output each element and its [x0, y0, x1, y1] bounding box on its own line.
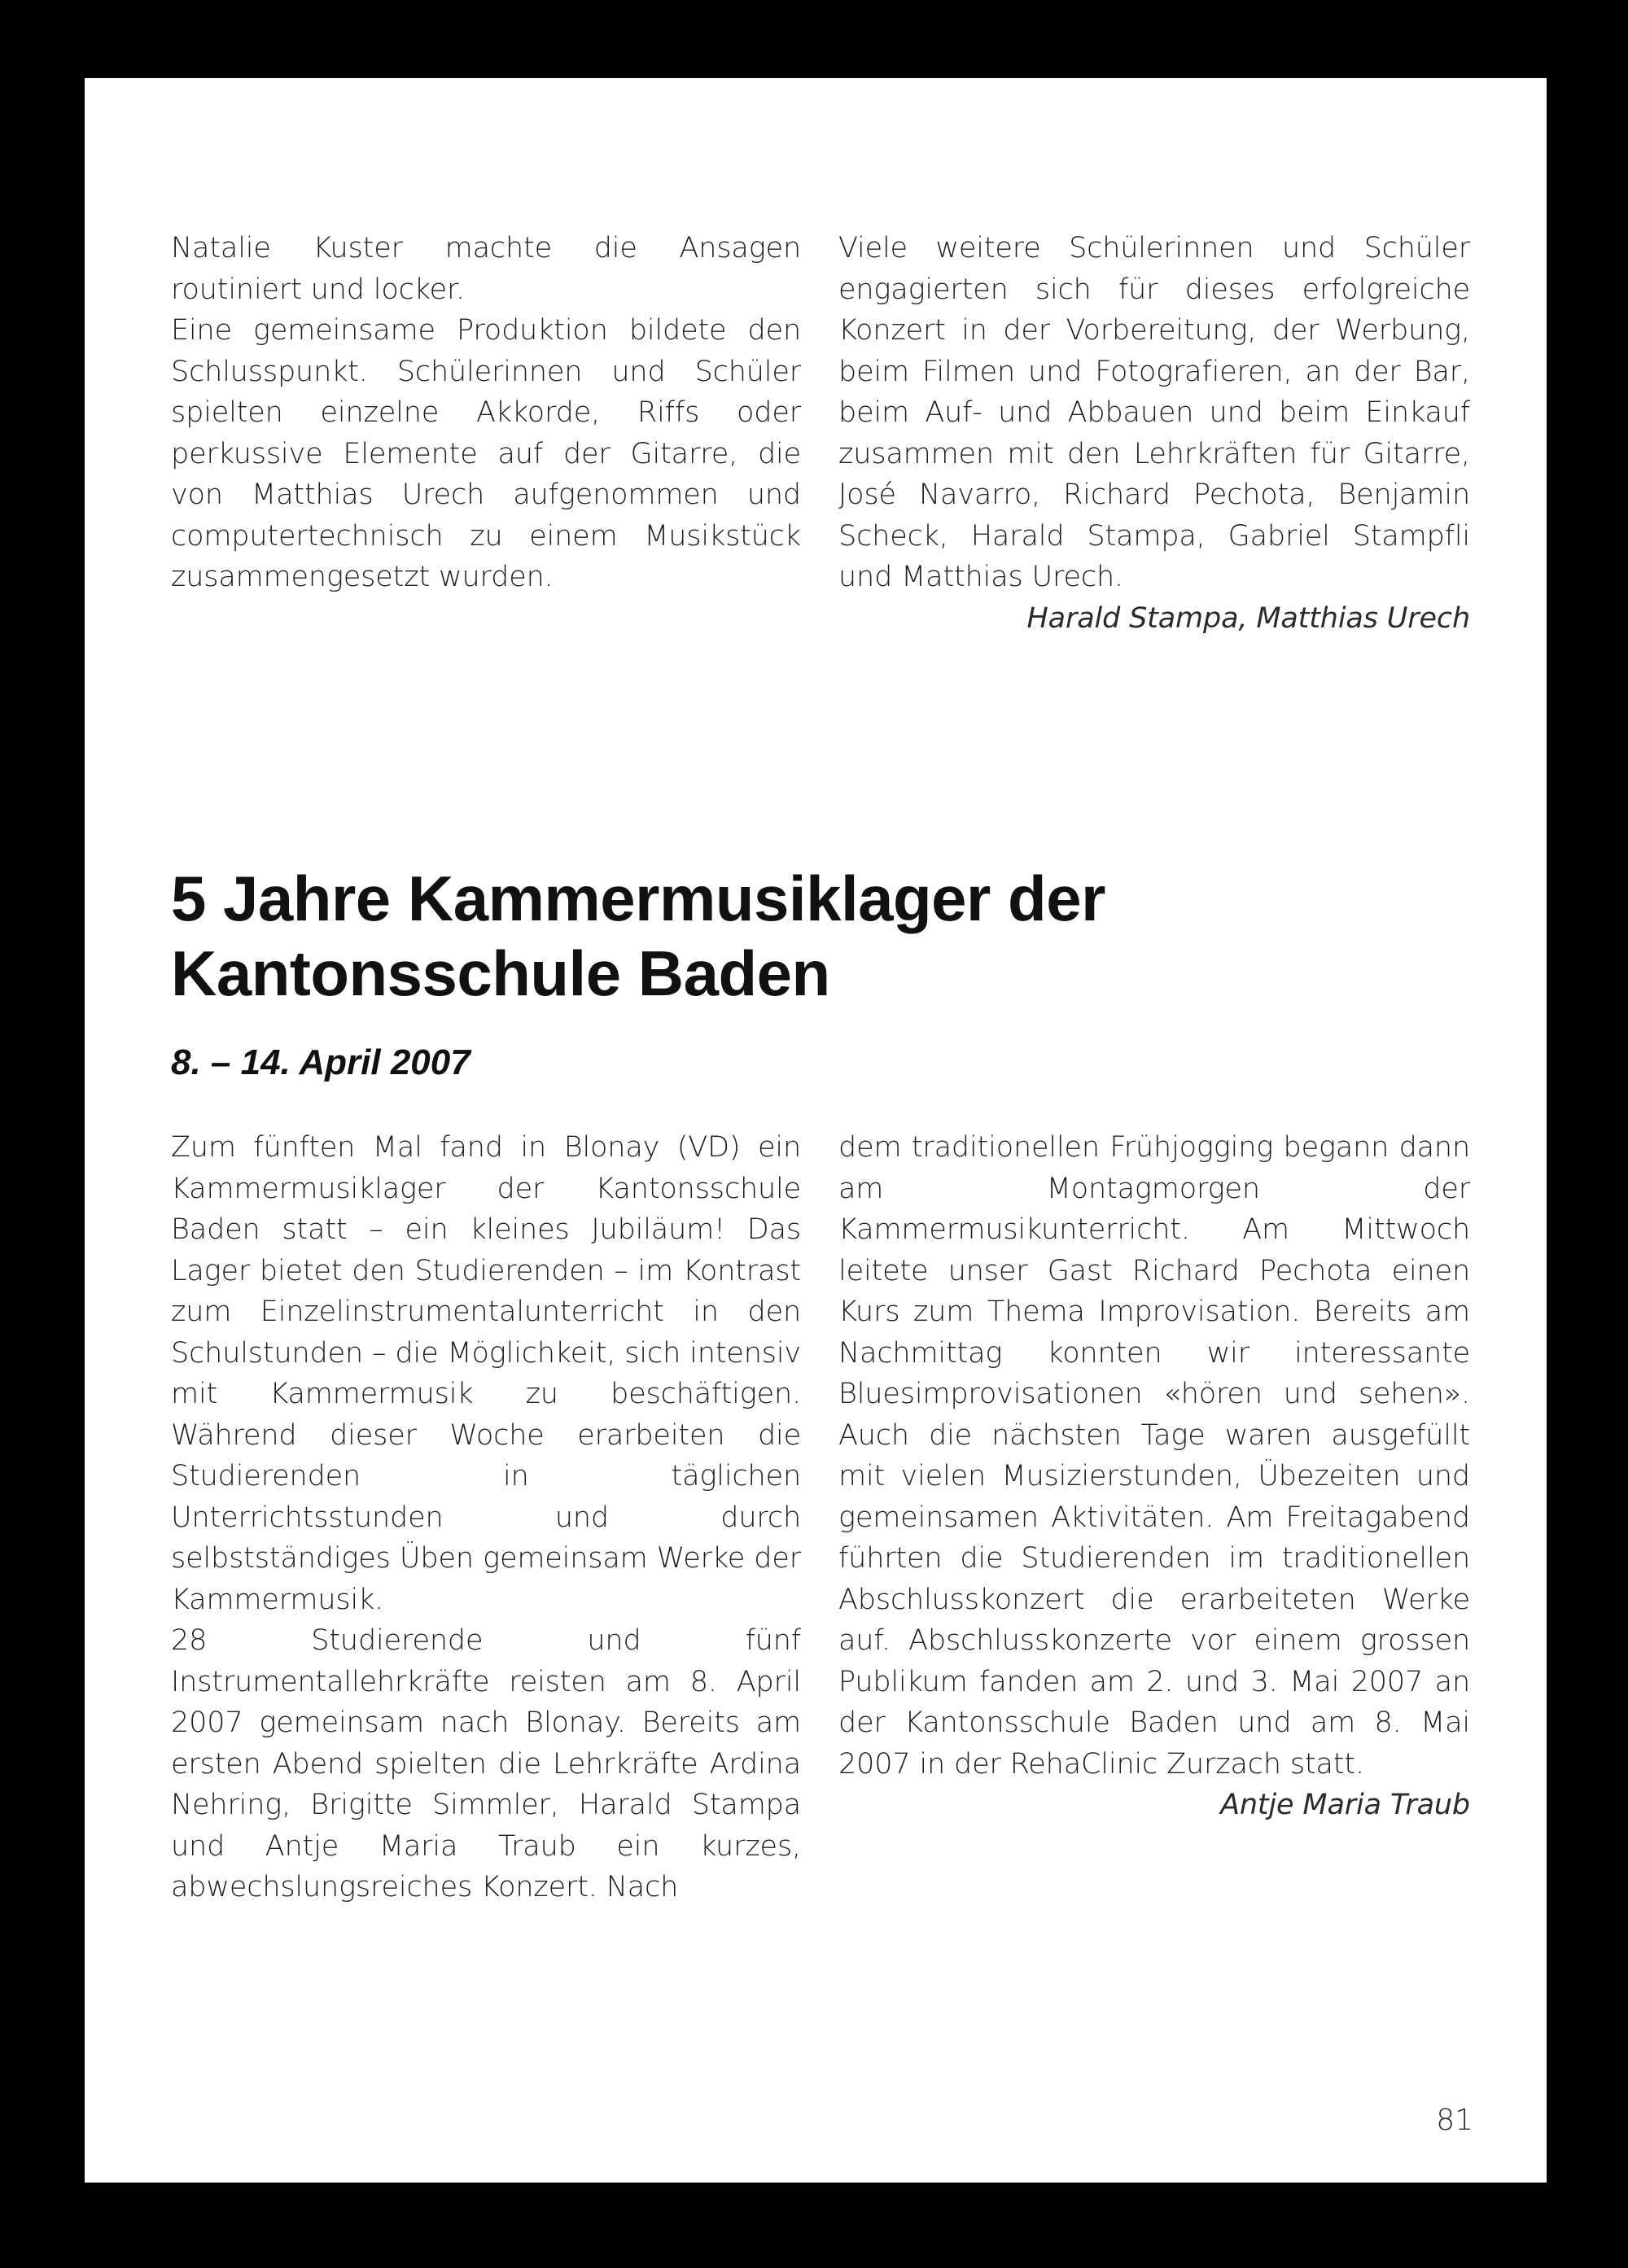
article-right-column [838, 1127, 1470, 1826]
author-signature: Antje Maria Traub [1220, 1789, 1470, 1821]
top-right-column [838, 228, 1470, 639]
article-title [171, 861, 1105, 1011]
paragraph: 28 Studierende und fünf Instrumentallehrkräfte reisten am 8. April 2007 gemeinsam nach Blonay. Bereits am ersten Abend spielten die Lehrkräfte Ardina Nehring, Brigitte Simmler, Harald Stampa und Antje Maria Traub ein kurzes, abwechslungsreiches Konzert. Nach [171, 1624, 801, 1903]
article-title-line-1: 5 Jahre Kammermusiklager der [171, 863, 1105, 934]
article-title-line-2: Kantonsschule Baden [171, 937, 830, 1009]
author-signature: Harald Stampa, Matthias Urech [1026, 601, 1470, 635]
top-left-column [171, 228, 801, 598]
page-number: 81 [1436, 2104, 1473, 2137]
article-left-column [171, 1127, 801, 1908]
paragraph: Natalie Kuster machte die Ansagen routiniert und locker. [171, 232, 801, 306]
paragraph: dem traditionellen Frühjogging begann dann am Montagmorgen der Kammermusikunterricht. Am Mittwoch leitete unser Gast Richard Pechota einen Kurs zum Thema Improvisation. Bereits am Nachmittag konnten wir interessante Bluesimprovisationen «hören und sehen». Auch die nächsten Tage waren ausgefüllt mit vielen Musizierstunden, Übezeiten und gemeinsamen Aktivitäten. Am Freitagabend führten die Studierenden im traditionellen Abschlusskonzert die erarbeiteten Werke auf. Abschlusskonzerte vor einem grossen Publikum fanden am 2. und 3. Mai 2007 an der Kantonsschule Baden und am 8. Mai 2007 in der RehaClinic Zurzach statt. [838, 1131, 1470, 1781]
paragraph: Eine gemeinsame Produktion bildete den Schlusspunkt. Schülerinnen und Schüler spielten einzelne Akkorde, Riffs oder perkussive Elemente auf der Gitarre, die von Matthias Urech aufgenommen und computertechnisch zu einem Musikstück zusammengesetzt wurden. [171, 314, 801, 593]
paragraph: Viele weitere Schülerinnen und Schüler engagierten sich für dieses erfolgreiche Konzert in der Vorbereitung, der Werbung, beim Filmen und Fotografieren, an der Bar, beim Auf- und Abbauen und beim Einkauf zusammen mit den Lehrkräften für Gitarre, José Navarro, Richard Pechota, Benjamin Scheck, Harald Stampa, Gabriel Stampfli und Matthias Urech. [838, 232, 1470, 593]
paragraph: Zum fünften Mal fand in Blonay (VD) ein Kammermusiklager der Kantonsschule Baden statt – ein kleines Jubiläum! Das Lager bietet den Studierenden – im Kontrast zum Einzelinstrumentalunterricht in den Schulstunden – die Möglichkeit, sich intensiv mit Kammermusik zu beschäftigen. Während dieser Woche erarbeiten die Studierenden in täglichen Unterrichtsstunden und durch selbstständiges Üben gemeinsam Werke der Kammermusik. [171, 1131, 801, 1616]
article-date: 8. – 14. April 2007 [171, 1042, 470, 1082]
